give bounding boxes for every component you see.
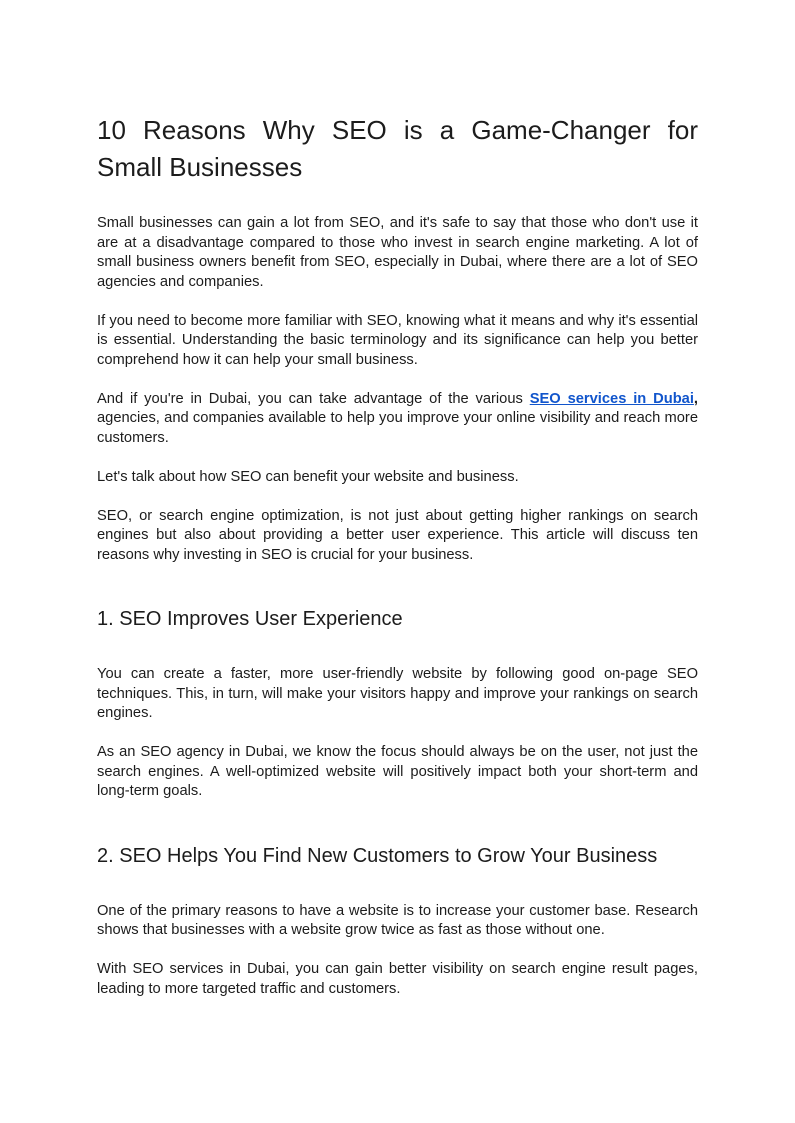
intro-paragraph-2: If you need to become more familiar with SEO, knowing what it means and why it's essential is essential. Understanding the basic terminology and its significance can help you better comprehend how it can help your small business.: [97, 312, 698, 368]
intro-paragraph-1: Small businesses can gain a lot from SEO, and it's safe to say that those who don't use it are at a disadvantage compared to those who invest in search engine marketing. A lot of small business owners benefit from SEO, especially in Dubai, where there are a lot of SEO agencies and companies.: [97, 215, 698, 290]
section-2-heading: 2. SEO Helps You Find New Customers to Grow Your Business: [97, 844, 658, 867]
intro-paragraph-5: SEO, or search engine optimization, is not just about getting higher rankings on search engines but also about providing a better user experience. This article will discuss ten reasons why investing in SEO is crucial for your business.: [97, 507, 698, 563]
intro-paragraph-3: [97, 390, 698, 449]
intro-paragraph-3-after-link: agencies, and companies available to help you improve your online visibility and reach more customers.: [97, 410, 698, 446]
section-2-paragraph-2: With SEO services in Dubai, you can gain better visibility on search engine result pages, leading to more targeted traffic and customers.: [97, 961, 698, 997]
intro-paragraph-3-link-suffix: ,: [693, 390, 699, 407]
section-1-paragraph-2: As an SEO agency in Dubai, we know the focus should always be on the user, not just the search engines. A well-optimized website will positively impact both your short-term and long-term goals.: [97, 744, 698, 799]
section-2-paragraph-1: One of the primary reasons to have a website is to increase your customer base. Research shows that businesses with a website grow twice as fast as those without one.: [97, 902, 698, 938]
section-1-heading: 1. SEO Improves User Experience: [97, 608, 403, 630]
seo-services-link[interactable]: SEO services in Dubai: [529, 390, 694, 407]
intro-paragraph-4: Let's talk about how SEO can benefit your website and business.: [97, 468, 519, 485]
document-title: 10 Reasons Why SEO is a Game-Changer for Small Businesses: [97, 115, 698, 182]
intro-paragraph-3-before-link: And if you're in Dubai, you can take advantage of the various: [97, 390, 530, 407]
section-1-paragraph-1: You can create a faster, more user-friendly website by following good on-page SEO techniques. This, in turn, will make your visitors happy and improve your rankings on search engines.: [97, 666, 698, 721]
